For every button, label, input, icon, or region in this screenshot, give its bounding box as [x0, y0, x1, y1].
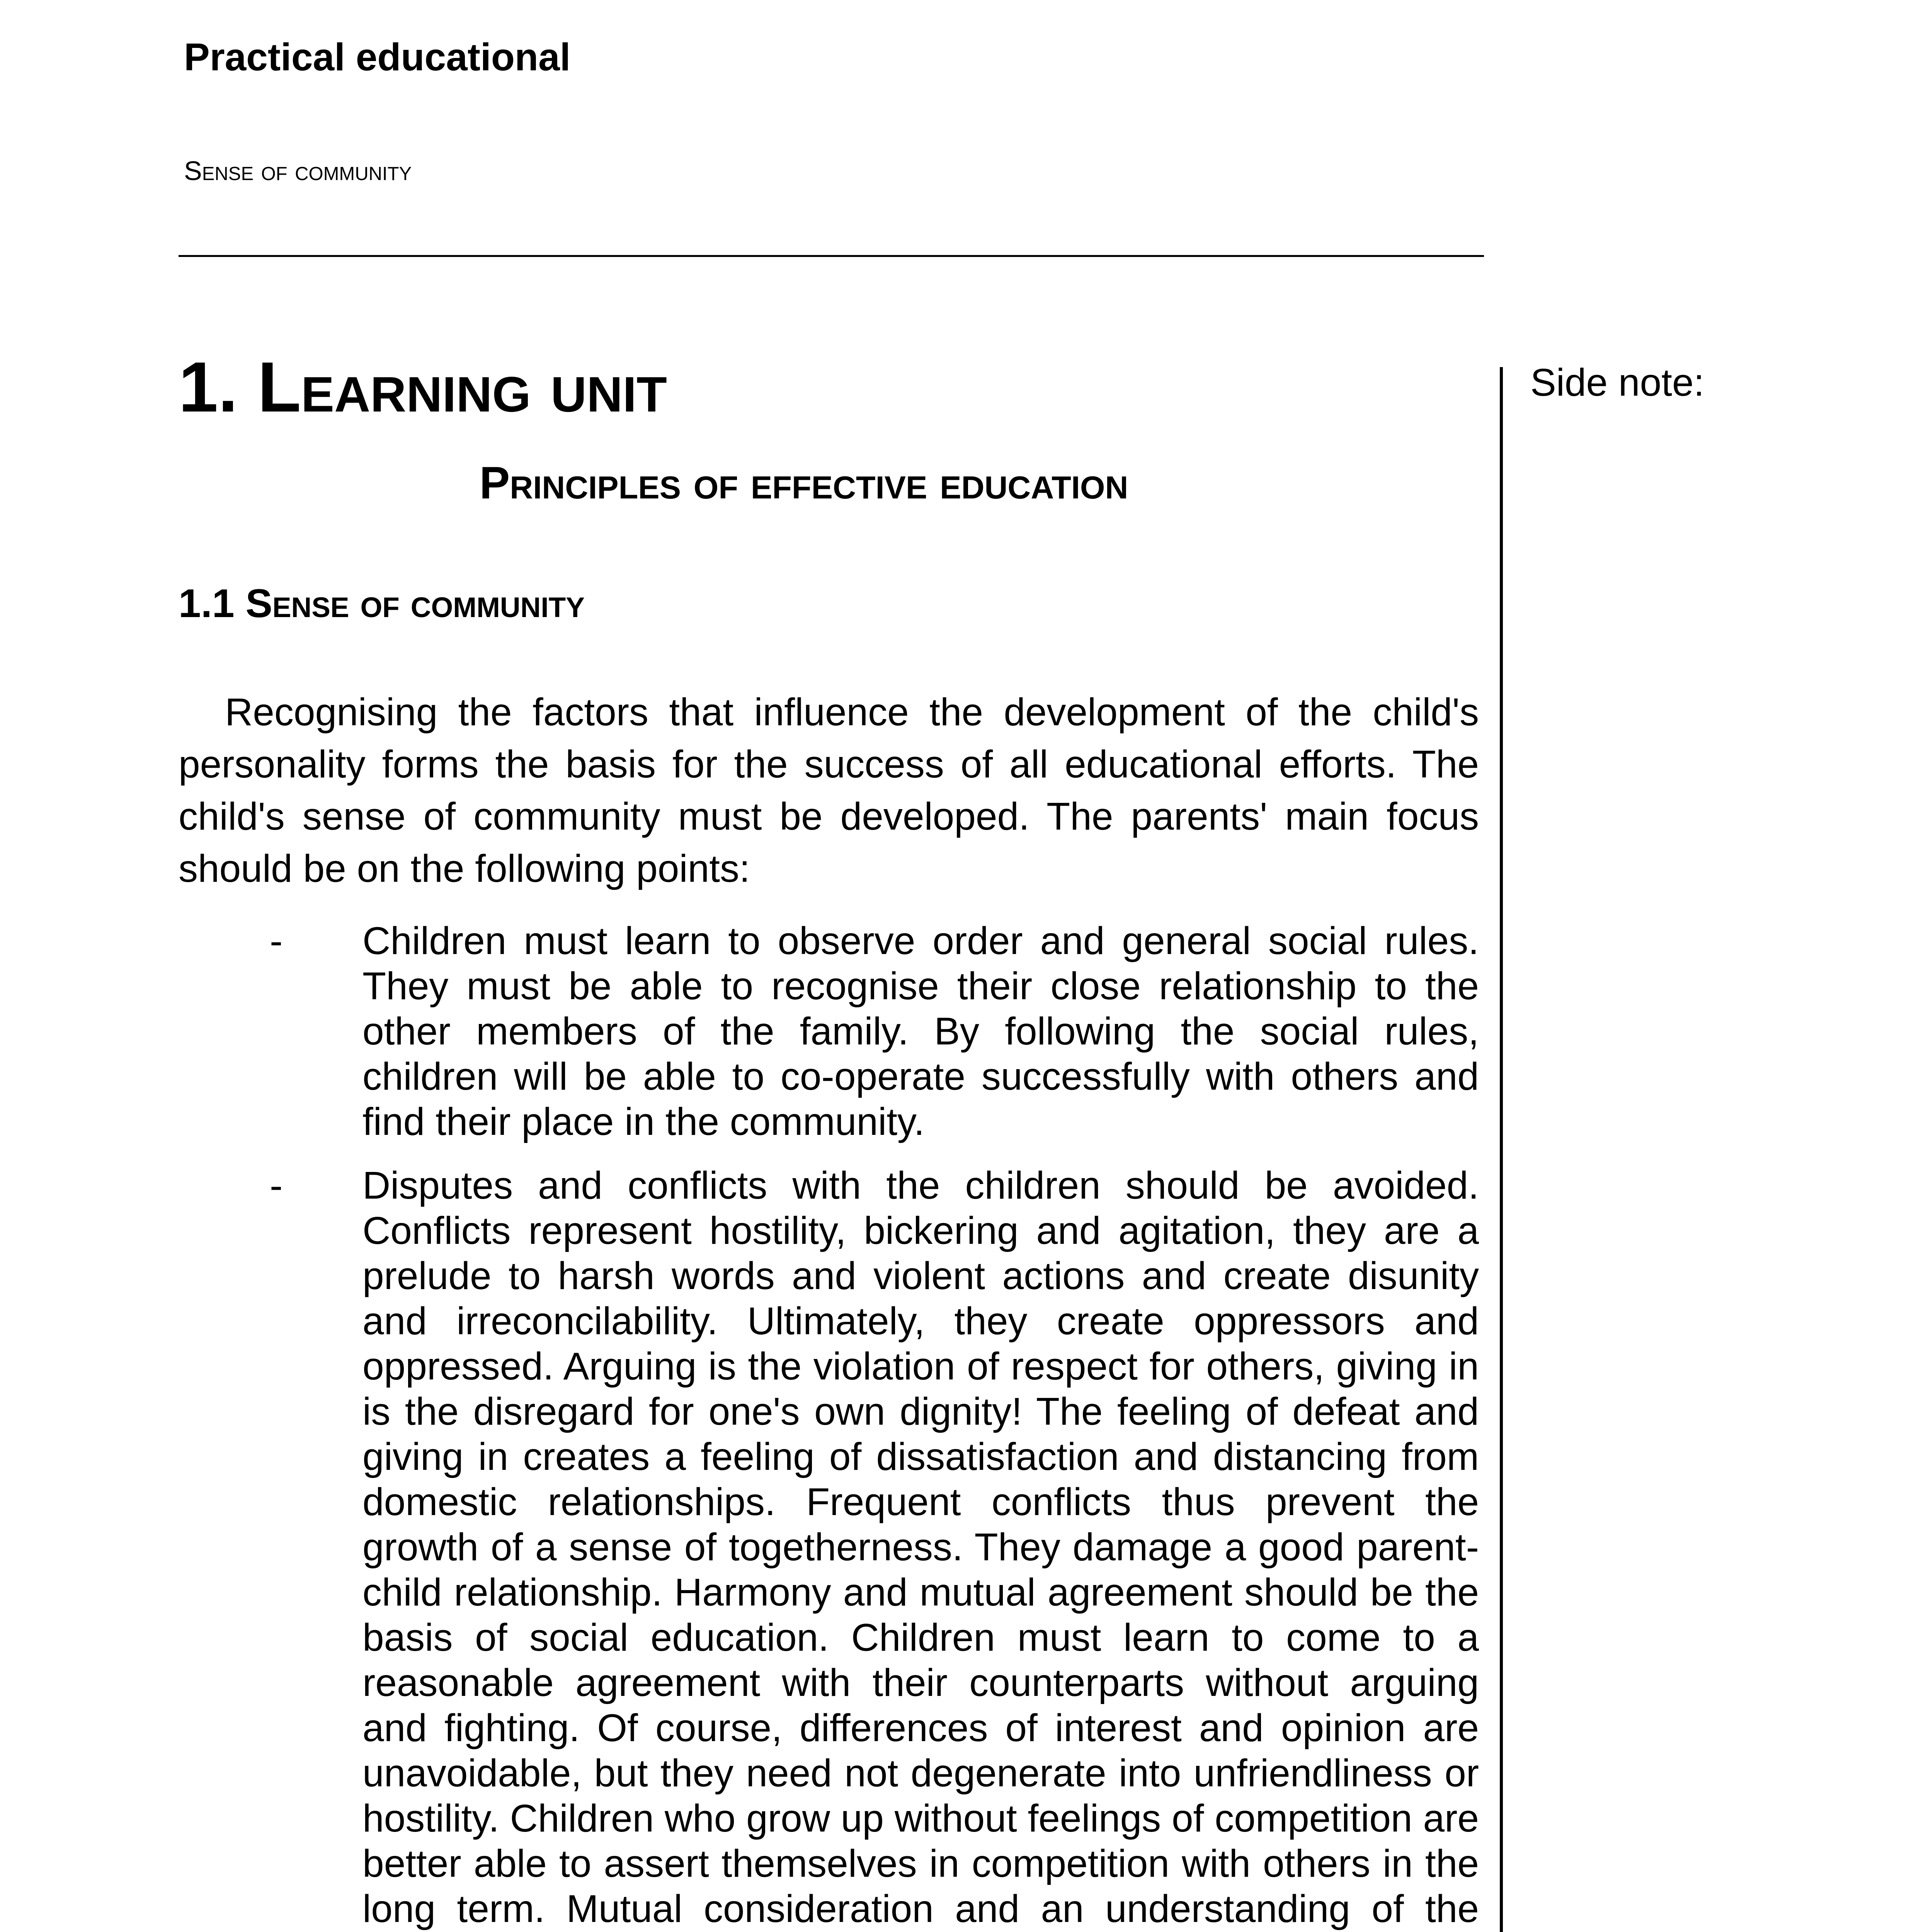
list-item-text: Children must learn to observe order and general social rules. They must be able to recognise their close relationship to the other members of the family. By following the social rules, children will be able to co-operate successfully with others and find their place in the community. — [362, 919, 1479, 1143]
intro-paragraph: Recognising the factors that influence the development of the child's personality forms the basis for the success of all educational efforts. The child's sense of community must be developed. The parents' main focus should be on the following points: — [179, 690, 1479, 890]
list-item — [270, 1163, 1479, 1932]
document-header-subtitle: Sense of community — [184, 156, 412, 186]
list-item-text: Disputes and conflicts with the children should be avoided. Conflicts represent hostility, bickering and agitation, they are a prelude to harsh words and violent actions and create disunity and irreconcilability. Ultimately, they create oppressors and oppressed. Arguing is the violation of respect for others, giving in is the disregard for one's own dignity! The feeling of defeat and giving in creates a feeling of dissatisfaction and distancing from domestic relationships. Frequent conflicts thus prevent the growth of a sense of togetherness. They damage a good parent-child relationship. Harmony and mutual agreement should be the basis of social education. Children must learn to come to a reasonable agreement with their counterparts without arguing and fighting. Of course, differences of interest and opinion are unavoidable, but they need not degenerate into unfriendliness or hostility. Children who grow up without feelings of competition are better able to assert themselves in competition with others in the long term. Mutual consideration and an understanding of the — [362, 1164, 1479, 1930]
section-heading: 1.1 Sense of community — [179, 581, 585, 626]
bullet-dash: - — [270, 1164, 283, 1207]
list-item — [270, 918, 1479, 1145]
side-note-label: Side note: — [1530, 361, 1705, 404]
learning-unit-subtitle: Principles of effective education — [479, 457, 1128, 509]
bullet-list — [270, 918, 1479, 1932]
bullet-dash: - — [270, 919, 283, 963]
document-header-title: Practical educational — [184, 36, 571, 79]
learning-unit-title: 1. Learning unit — [179, 347, 667, 427]
header-divider — [179, 255, 1484, 257]
side-margin-divider — [1500, 367, 1503, 1932]
